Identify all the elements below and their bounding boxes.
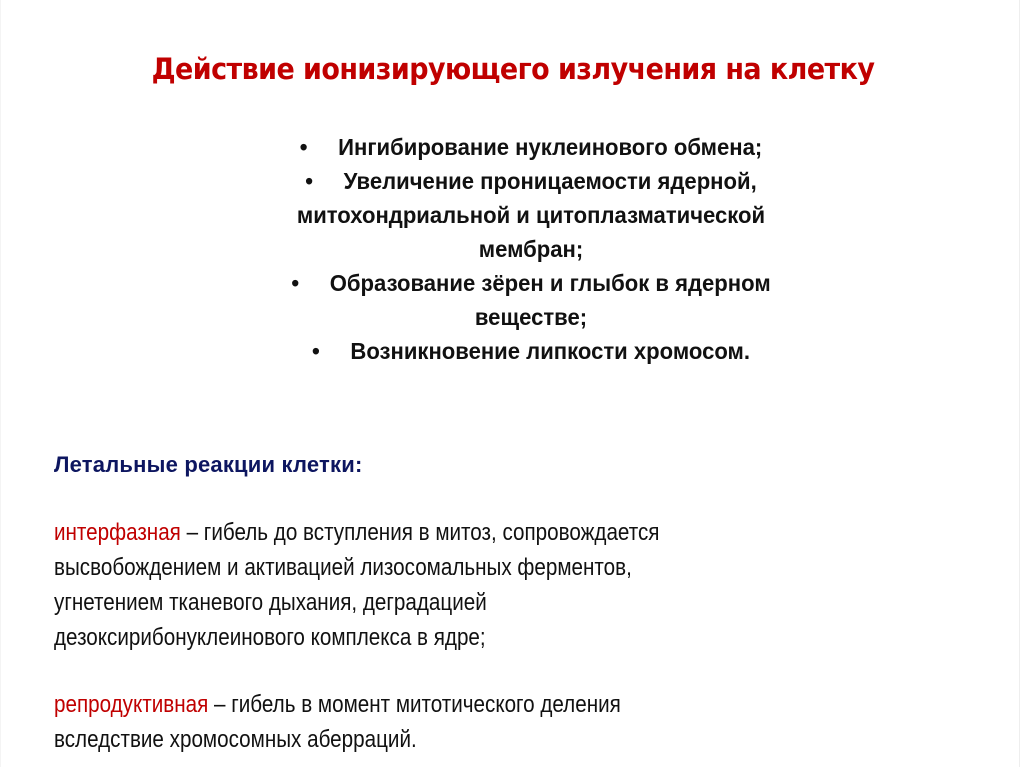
reaction-term: репродуктивная (54, 691, 209, 718)
bullet-dot-icon: • (305, 168, 314, 194)
bullet-text: Увеличение проницаемости ядерной, (343, 168, 757, 194)
reaction-term: интерфазная (54, 519, 181, 546)
reaction-text: угнетением тканевого дыхания, деградацией (54, 589, 487, 616)
reaction-reproductive (54, 687, 621, 757)
reaction-text: – гибель в момент митотического деления (208, 691, 621, 718)
bullet-dot-icon: • (311, 338, 320, 364)
bullet-item (214, 334, 848, 368)
reaction-text: вследствие хромосомных аберраций. (54, 726, 417, 753)
bullet-item (214, 130, 848, 164)
reaction-text: – гибель до вступления в митоз, сопровождается (180, 519, 660, 546)
bullet-item (214, 266, 848, 334)
bullet-text: Ингибирование нуклеинового обмена; (338, 134, 763, 160)
effects-bullet-list (214, 130, 848, 368)
bullet-dot-icon: • (291, 270, 300, 296)
bullet-text-continued: веществе; (474, 304, 588, 330)
bullet-dot-icon: • (299, 134, 308, 160)
bullet-item (214, 164, 848, 266)
bullet-text-continued: мембран; (478, 236, 584, 262)
bullet-text-continued: митохондриальной и цитоплазматической (296, 202, 766, 228)
bullet-text: Возникновение липкости хромосом. (350, 338, 751, 364)
reaction-text: дезоксирибонуклеинового комплекса в ядре; (54, 624, 486, 651)
slide-title: Действие ионизирующего излучения на клетку (151, 52, 875, 86)
bullet-text: Образование зёрен и глыбок в ядерном (329, 270, 771, 296)
section-heading-lethal-reactions: Летальные реакции клетки: (54, 452, 363, 477)
reaction-text: высвобождением и активацией лизосомальных ферментов, (54, 554, 632, 581)
reaction-interphase (54, 515, 659, 655)
